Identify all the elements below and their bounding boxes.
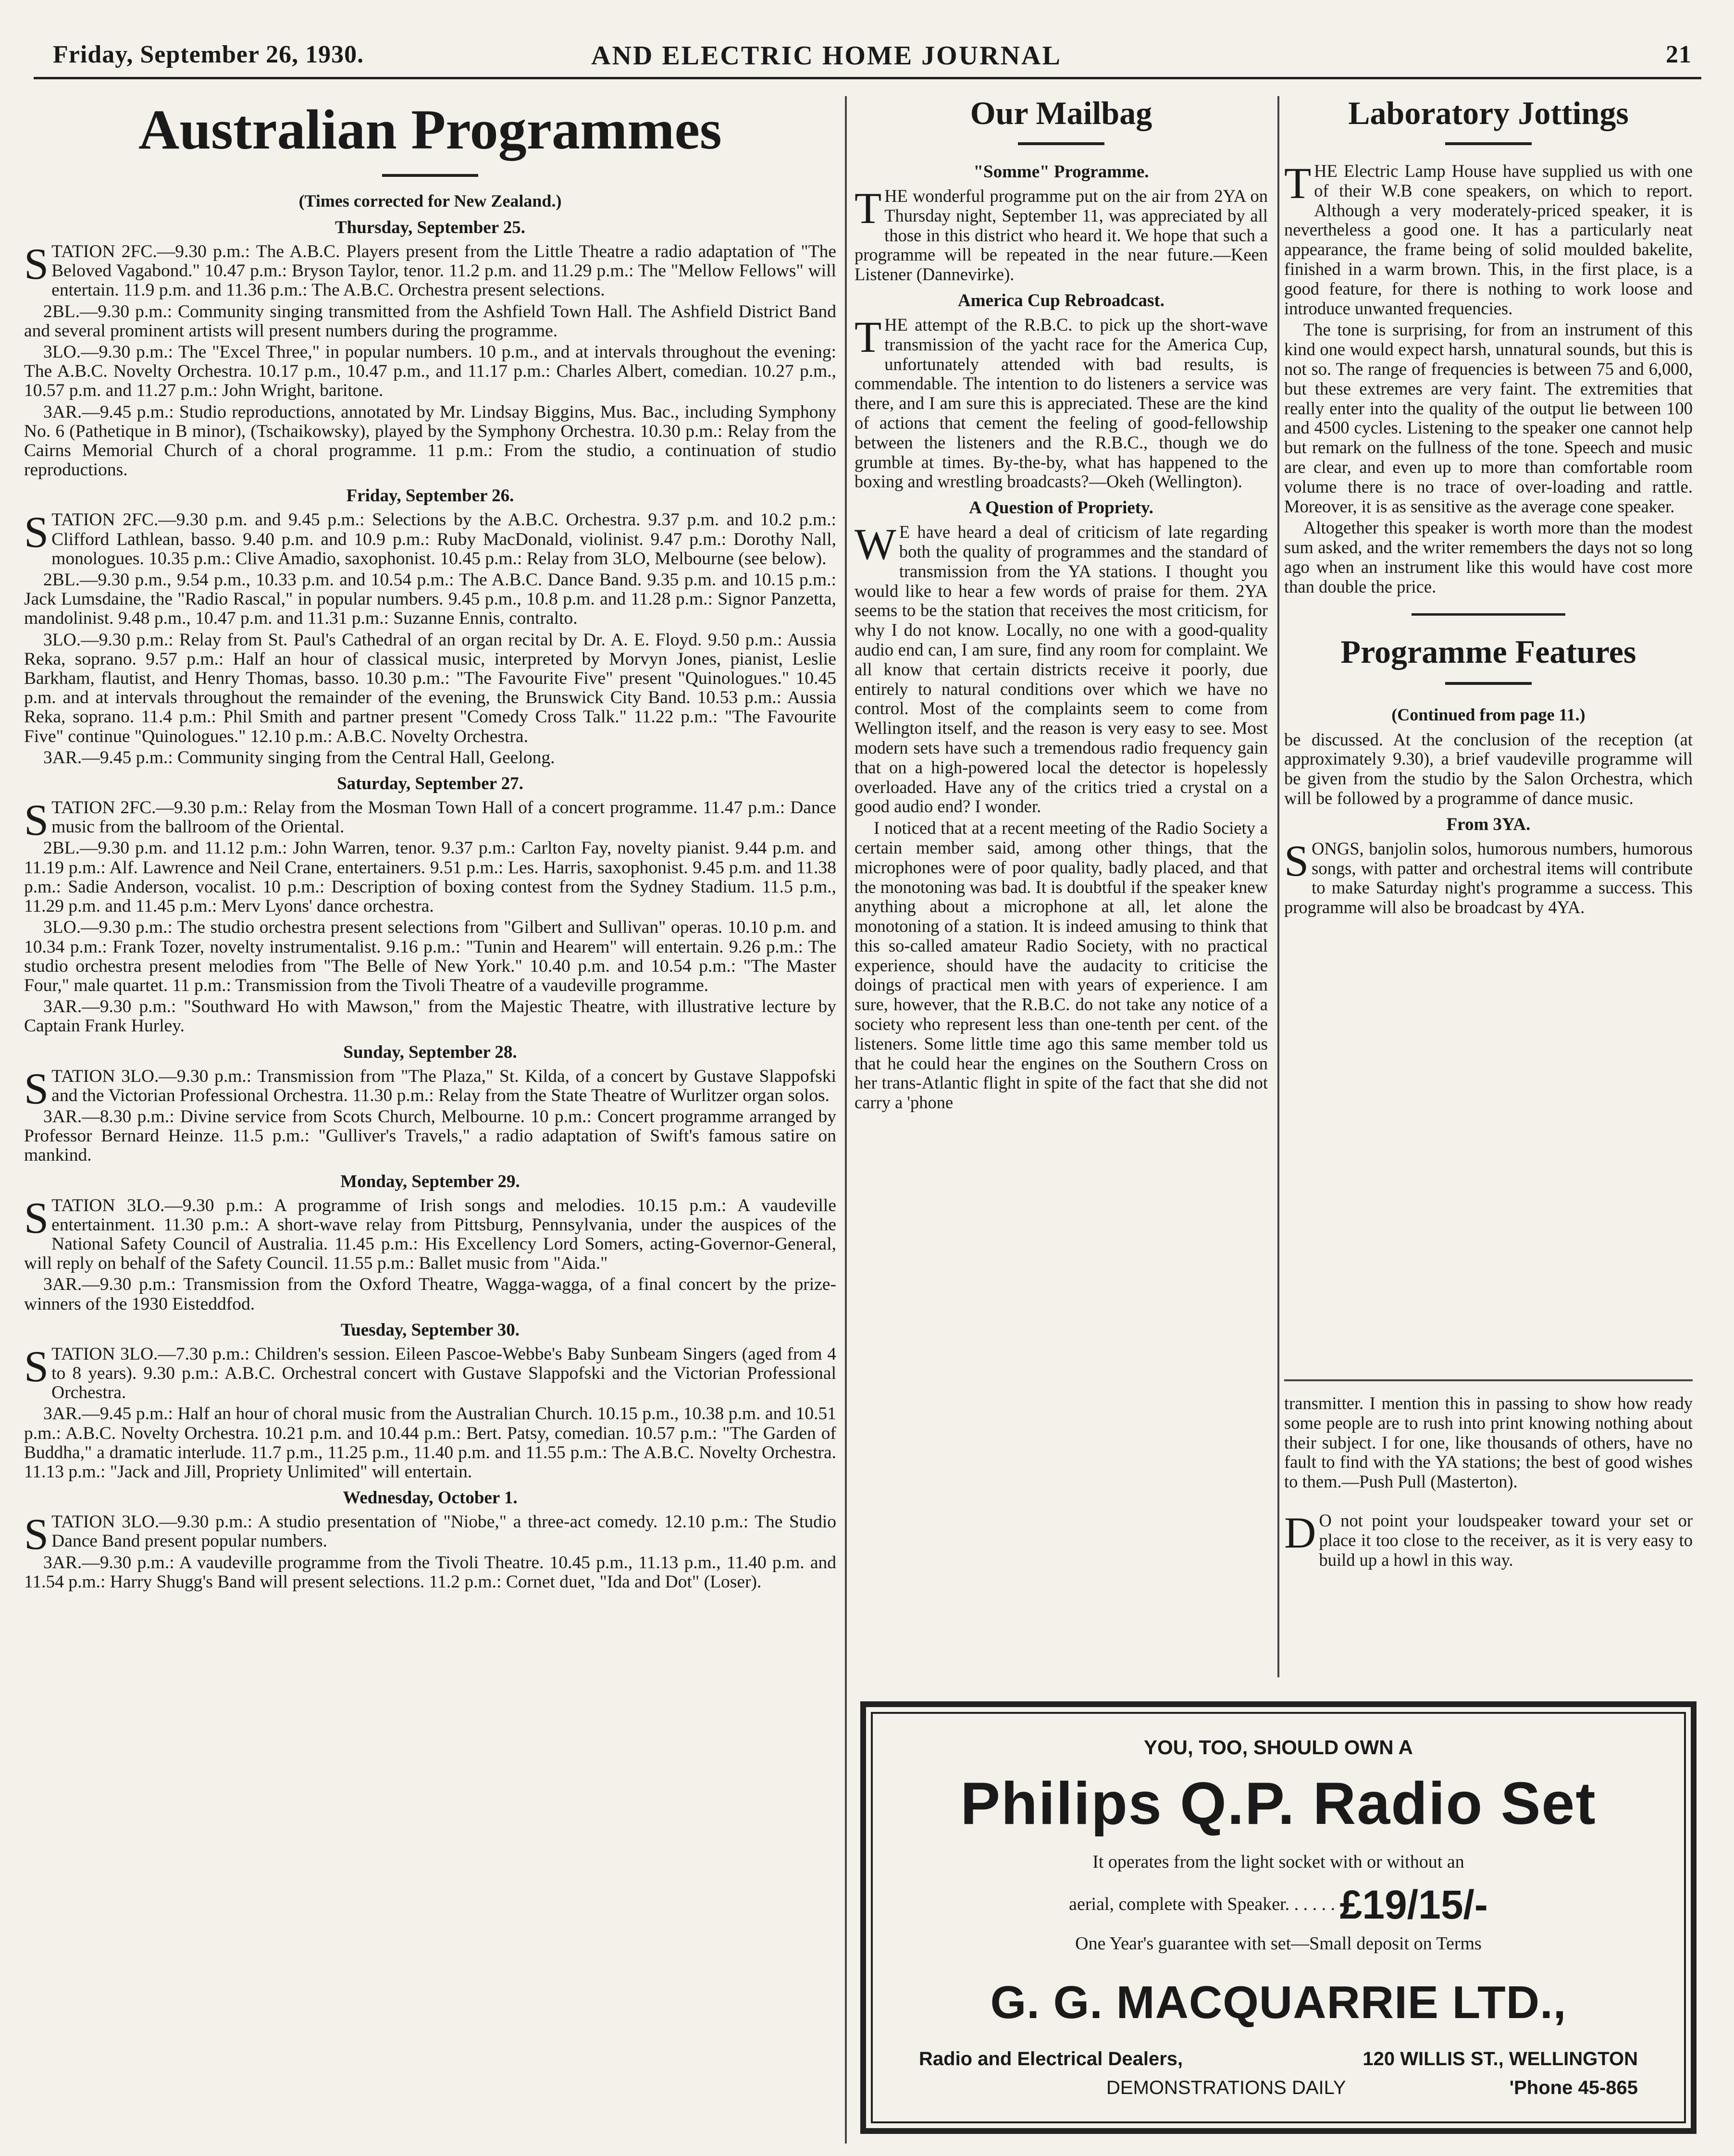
laboratory-column — [1284, 91, 1693, 919]
letter-paragraph-text: HE wonderful programme put on the air from 2YA on Thursday night, September 11, was appreciated by all those in this district who heard it. We hope that such a programme will be repeated in the near future.—Keen Listener (Dannevirke). — [855, 186, 1268, 285]
continued-note: (Continued from page 11.) — [1391, 705, 1585, 724]
letter-heading: America Cup Rebroadcast. — [958, 290, 1164, 310]
programme-entry: 3AR.—9.45 p.m.: Community singing from the Central Hall, Geelong. — [43, 747, 555, 768]
drop-cap: S — [24, 508, 49, 557]
advert-description-2: aerial, complete with Speaker. — [1069, 1894, 1290, 1914]
letter-paragraph: I noticed that at a recent meeting of the Radio Society a certain member said, among other things, that the microphones were of poor quality, badly placed, and that the monotoning was bad. It is doubtful if the speaker knew anything about a microphone at all, let alone the monotoning of a station. It is indeed amusing to think that this so-called amateur Radio Society, with no practical experience, should have the audacity to criticise the doings of practical men with years of experience. I am sure, however, that the R.B.C. do not take any notice of a society who represent less than one-tenth per cent. of the listeners. Some little time ago this same member told us that he could hear the engines on the Southern Cross on her trans-Atlantic flight in spite of the fact that she did not carry a 'phone — [855, 818, 1268, 1113]
day-heading: Monday, September 29. — [340, 1171, 520, 1191]
drop-cap: T — [1284, 159, 1312, 208]
programme-entry: 3LO.—9.30 p.m.: The studio orchestra present selections from "Gilbert and Sullivan" operas. 10.10 p.m. and 10.34 p.m.: Frank Tozer, novelty instrumentalist. 9.16 p.m.: "Tunin and Hearem" will entertain. 9.26 p.m.: The studio orchestra present melodies from "The Belle of New York." 10.40 p.m. and 10.54 p.m.: "The Master Four," male quartet. 11 p.m.: Transmission from the Tivoli Theatre of a vaudeville programme. — [24, 917, 836, 995]
day-heading: Thursday, September 25. — [334, 218, 526, 237]
features-paragraph-1: be discussed. At the conclusion of the reception (at approximately 9.30), a brief vaudeville programme will be given from the studio by the Salon Orchestra, which will be followed by a programme of dance music. — [1284, 729, 1693, 808]
programme-entry — [24, 1510, 836, 1559]
programme-entry: 2BL.—9.30 p.m. and 11.12 p.m.: John Warren, tenor. 9.37 p.m.: Carlton Fay, novelty pianist. 9.44 p.m. and 11.19 p.m.: Alf. Lawrence and Neil Crane, entertainers. 9.51 p.m.: Les. Harris, saxophonist. 9.45 p.m. and 11.38 p.m.: Sadie Anderson, vocalist. 10 p.m.: Description of boxing contest from the Sydney Stadium. 11.5 p.m., 11.29 p.m. and 11.45 p.m.: Merv Lyons' dance orchestra. — [24, 838, 836, 917]
day-heading: Sunday, September 28. — [343, 1042, 517, 1062]
programme-entry-text: TATION 2FC.—9.30 p.m.: Relay from the Mosman Town Hall of a concert programme. 11.47 p.m.: Dance music from the ballroom of the Oriental. — [51, 798, 836, 837]
advert-product: Philips Q.P. Radio Set — [960, 1771, 1597, 1837]
drop-cap: S — [1284, 836, 1309, 885]
laboratory-title: Laboratory Jottings — [1348, 95, 1629, 131]
programme-entry — [24, 239, 836, 300]
programme-entry: 3LO.—9.30 p.m.: The "Excel Three," in popular numbers. 10 p.m., and at intervals throughout the evening: The A.B.C. Novelty Orchestra. 10.17 p.m., 10.47 p.m., and 11.17 p.m.: Charles Albert, comedian. 10.27 p.m., 10.57 p.m. and 11.27 p.m.: John Wright, baritone. — [24, 342, 836, 401]
programme-entry: 2BL.—9.30 p.m., 9.54 p.m., 10.33 p.m. and 10.54 p.m.: The A.B.C. Dance Band. 9.35 p.m. and 10.15 p.m.: Jack Lumsdaine, the "Radio Rascal," in popular numbers. 9.45 p.m., 10.8 p.m. and 11.28 p.m.: Signor Panzetta, mandolinist. 9.48 p.m., 10.47 p.m. and 11.31 p.m.: Suzanne Ennis, contralto. — [24, 570, 836, 629]
drop-cap: S — [24, 1341, 49, 1391]
programme-entry: 3LO.—9.30 p.m.: Relay from St. Paul's Cathedral of an organ recital by Dr. A. E. Floyd. 9.50 p.m.: Aussia Reka, soprano. 9.57 p.m.: Half an hour of classical music, interpreted by Morvyn Jones, pianist, Leslie Barkham, flautist, and Henry Thomas, basso. 10.30 p.m.: "The Favourite Five" present "Quinologues." 10.45 p.m. and at intervals throughout the remainder of the evening, the Brunswick City Band. 10.53 p.m.: Aussia Reka, soprano. 11.4 p.m.: Phil Smith and partner present "Comedy Cross Talk." 11.22 p.m.: "The Favourite Five" continue "Quinologues." 12.10 p.m.: A.B.C. Novelty Orchestra. — [24, 630, 836, 746]
from-3ya-heading: From 3YA. — [1446, 814, 1531, 834]
programme-entry: 3AR.—9.30 p.m.: Transmission from the Oxford Theatre, Wagga-wagga, of a final concert by the prize-winners of the 1930 Eisteddfod. — [24, 1275, 836, 1314]
advert-address: 120 WILLIS ST., WELLINGTON — [1362, 2048, 1638, 2069]
letter-heading: "Somme" Programme. — [973, 162, 1149, 182]
mailbag-title: Our Mailbag — [970, 95, 1152, 131]
advert-company: G. G. MACQUARRIE LTD., — [990, 1977, 1567, 2028]
features-rule — [1445, 682, 1532, 685]
programme-entry — [24, 1341, 836, 1403]
drop-cap: D — [1284, 1508, 1316, 1557]
page-number: 21 — [1666, 41, 1692, 68]
column-rule-1 — [845, 96, 847, 2144]
programme-entry: 2BL.—9.30 p.m.: Community singing transmitted from the Ashfield Town Hall. The Ashfield District Band and several prominent artists will present numbers during the programme. — [24, 301, 836, 341]
times-note: (Times corrected for New Zealand.) — [298, 191, 562, 211]
continuation-column — [1284, 1394, 1693, 1572]
advert-guarantee: One Year's guarantee with set—Small deposit on Terms — [1075, 1933, 1482, 1954]
advert-leader-dots: . . . . . — [1294, 1894, 1336, 1914]
advert-description-1: It operates from the light socket with or without an — [1092, 1852, 1464, 1872]
drop-cap: T — [855, 312, 882, 361]
day-heading: Tuesday, September 30. — [340, 1320, 520, 1340]
drop-cap: S — [24, 1510, 49, 1559]
drop-cap: S — [24, 795, 49, 845]
laboratory-paragraph — [1284, 161, 1693, 318]
features-paragraph-2-text: ONGS, banjolin solos, humorous numbers, humorous songs, with patter and orchestral items will contribute to make Saturday night's programme a success. This programme will also be broadcast by 4YA. — [1284, 838, 1693, 917]
advert-price: £19/15/- — [1339, 1882, 1488, 1927]
programme-entry-text: TATION 3LO.—9.30 p.m.: A programme of Irish songs and melodies. 10.15 p.m.: A vaudeville entertainment. 11.30 p.m.: A short-wave relay from Pittsburg, Pennsylvania, under the auspices of the National Safety Council of Australia. 11.45 p.m.: His Excellency Lord Somers, acting-Governor-General, will reply on behalf of the Safety Council. 11.55 p.m.: Ballet music from "Aida." — [24, 1195, 836, 1274]
journal-name: AND ELECTRIC HOME JOURNAL — [591, 41, 1062, 71]
programme-entry: 3AR.—9.45 p.m.: Studio reproductions, annotated by Mr. Lindsay Biggins, Mus. Bac., including Symphony No. 6 (Pathetique in B minor), (Tschaikowsky), played by the Symphony Orchestra. 10.30 p.m.: Relay from the Cairns Memorial Church of a choral programme. 11 p.m.: From the studio, a continuation of studio reproductions. — [24, 402, 836, 480]
programme-entry: 3AR.—9.45 p.m.: Half an hour of choral music from the Australian Church. 10.15 p.m., 10.38 p.m. and 10.51 p.m.: A.B.C. Novelty Orchestra. 10.21 p.m. and 10.44 p.m.: Bert. Patsy, comedian. 10.57 p.m.: "The Garden of Buddha," a dramatic interlude. 11.7 p.m., 11.25 p.m., 11.40 p.m. and 11.55 p.m.: The A.B.C. Novelty Orchestra. 11.13 p.m.: "Jack and Jill, Propriety Unlimited" will entertain. — [24, 1404, 836, 1482]
programme-entry-text: TATION 2FC.—9.30 p.m.: The A.B.C. Players present from the Little Theatre a radio adaptation of "The Beloved Vagabond." 10.47 p.m.: Bryson Taylor, tenor. 11.2 p.m. and 11.29 p.m.: The "Mellow Fellows" will entertain. 11.9 p.m. and 11.36 p.m.: The A.B.C. Orchestra present selections. — [51, 242, 836, 300]
letter-paragraph-text: E have heard a deal of criticism of late regarding both the quality of programmes and the standard of transmission from the YA stations. I thought you would like to hear a few words of praise for them. 2YA seems to be the station that receives the most criticism, for why I do not know. Locally, no one with a good-quality audio end can, I am sure, find any room for complaint. We all know that certain districts receive it poorly, due entirely to natural conditions over which we have no control. Most of the complaints seem to come from Wellington itself, and the reason is very easy to see. Most modern sets have such a tremendous radio frequency gain that on a high-powered local the detector is hopelessly overloaded. Have any of the critics tried a crystal on a good audio end? I wonder. — [855, 522, 1268, 817]
programme-entry-text: TATION 3LO.—7.30 p.m.: Children's session. Eileen Pascoe-Webbe's Baby Sunbeam Singers (aged from 4 to 8 years). 9.30 p.m.: A.B.C. Orchestral concert with Gustave Slappofski and the Victorian Professional Orchestra. — [51, 1344, 836, 1403]
programme-days — [24, 217, 836, 1592]
programme-entry — [24, 1193, 836, 1274]
section-divider — [1412, 613, 1565, 616]
letter-paragraph-text: HE attempt of the R.B.C. to pick up the short-wave transmission of the yacht race for the America Cup, unfortunately attended with bad results, is commendable. The intention to do listeners a service was there, and I am sure this is appreciated. These are the kind of actions that cement the feeling of good-fellowship between the listeners and the R.B.C., though we do grumble at times. By-the-by, what has happened to the boxing and wrestling broadcasts?—Okeh (Wellington). — [855, 314, 1268, 492]
issue-date: Friday, September 26, 1930. — [53, 41, 364, 68]
programme-entry: 3AR.—9.30 p.m.: A vaudeville programme from the Tivoli Theatre. 10.45 p.m., 11.13 p.m., 11.40 p.m. and 11.54 p.m.: Harry Shugg's Band will present selections. 11.2 p.m.: Cornet duet, "Ida and Dot" (Loser). — [24, 1552, 836, 1592]
advert-intro: YOU, TOO, SHOULD OWN A — [1143, 1736, 1413, 1759]
loudspeaker-tip-text: O not point your loudspeaker toward your set or place it too close to the receiver, as it is very easy to build up a howl in this way. — [1319, 1510, 1693, 1570]
laboratory-paragraph: The tone is surprising, for from an instrument of this kind one would expect harsh, unnatural sounds, but this is not so. The range of frequencies is between 75 and 6,000, but these extremes are very faint. The extremities that really enter into the quality of the output lie between 100 and 4500 cycles. Listening to the speaker one cannot help but remark on the fullness of the tone. Speech and music are clear, and even up to more than comfortable room volume there is no trace of over-loading and rattle. Moreover, it is as sensitive as the average cone speaker. — [1284, 320, 1693, 516]
letter-heading: A Question of Propriety. — [969, 498, 1153, 518]
day-heading: Wednesday, October 1. — [343, 1488, 518, 1508]
drop-cap: T — [855, 184, 882, 233]
laboratory-paragraph-text: HE Electric Lamp House have supplied us with one of their W.B cone speakers, on which to report. Although a very moderately-priced speaker, it is nevertheless a good one. It has a particularly neat appearance, the frame being of solid moulded bakelite, finished in a warm brown. This, in the first place, is a good feature, for there is nothing to work loose and introduce unwanted frequencies. — [1284, 161, 1693, 318]
drop-cap: W — [855, 520, 896, 569]
advert-description-line-2 — [866, 1873, 1691, 1927]
programme-entry: 3AR.—9.30 p.m.: "Southward Ho with Mawson," from the Majestic Theatre, with illustrative lecture by Captain Frank Hurley. — [24, 997, 836, 1036]
column-rule-2 — [1277, 96, 1279, 1677]
mailbag-column — [855, 91, 1268, 1115]
title-rule — [382, 174, 478, 177]
laboratory-rule — [1445, 142, 1532, 145]
drop-cap: S — [24, 1064, 49, 1113]
programme-entry-text: TATION 3LO.—9.30 p.m.: A studio presentation of "Niobe," a three-act comedy. 12.10 p.m.: The Studio Dance Band present popular numbers. — [51, 1512, 836, 1551]
letters — [855, 161, 1268, 1113]
programme-entry — [24, 795, 836, 845]
letter-paragraph — [855, 312, 1268, 492]
drop-cap: S — [24, 239, 49, 288]
loudspeaker-tip — [1284, 1508, 1693, 1570]
programme-entry: 3AR.—8.30 p.m.: Divine service from Scots Church, Melbourne. 10 p.m.: Concert programme arranged by Professor Bernard Heinze. 11.5 p.m.: "Gulliver's Travels," a radio adaptation of Swift's famous satire on mankind. — [24, 1106, 836, 1165]
day-heading: Friday, September 26. — [346, 486, 514, 506]
drop-cap: S — [24, 1193, 49, 1242]
programme-entry — [24, 1064, 836, 1113]
laboratory-paragraph: Altogether this speaker is worth more than the modest sum asked, and the writer remembers the days not so long ago when an instrument like this would have cost more than double the price. — [1284, 518, 1693, 596]
programme-entry — [24, 510, 836, 569]
programmes-title: Australian Programmes — [138, 98, 722, 161]
day-heading: Saturday, September 27. — [337, 774, 523, 794]
programme-entry-text: TATION 2FC.—9.30 p.m. and 9.45 p.m.: Selections by the A.B.C. Orchestra. 9.37 p.m. and 10.2 p.m.: Clifford Lathlean, basso. 9.40 p.m. and 10.9 p.m.: Ruby MacDonald, violinist. 9.47 p.m.: Dorothy Nall, monologues. 10.35 p.m.: Clive Amadio, saxophonist. 10.45 p.m.: Relay from 3LO, Melbourne (see below). — [51, 510, 836, 569]
advert-dealers: Radio and Electrical Dealers, — [919, 2048, 1183, 2069]
advert-phone: 'Phone 45-865 — [1509, 2077, 1638, 2098]
programme-entry-text: TATION 3LO.—9.30 p.m.: Transmission from "The Plaza," St. Kilda, of a concert by Gustave Slappofski and the Victorian Professional Orchestra. 11.30 p.m.: Relay from the State Theatre of Wurlitzer organ solos. — [51, 1066, 836, 1105]
laboratory-text — [1284, 161, 1693, 597]
continuation-rule — [1284, 1379, 1693, 1381]
mailbag-rule — [1018, 142, 1104, 145]
letter-paragraph — [855, 522, 1268, 817]
continuation-paragraph: transmitter. I mention this in passing to show how ready some people are to rush into print knowing nothing about their subject. I for one, like thousands of others, have no fault to find with the YA stations; the best of good wishes to them.—Push Pull (Masterton). — [1284, 1393, 1693, 1492]
letter-paragraph — [855, 186, 1268, 285]
philips-advertisement — [860, 1701, 1697, 2134]
features-title: Programme Features — [1340, 633, 1636, 670]
australian-programmes-column — [24, 96, 836, 1594]
running-head — [34, 34, 1701, 79]
advert-demonstrations: DEMONSTRATIONS DAILY — [1106, 2077, 1346, 2098]
features-paragraph-2 — [1284, 836, 1693, 917]
